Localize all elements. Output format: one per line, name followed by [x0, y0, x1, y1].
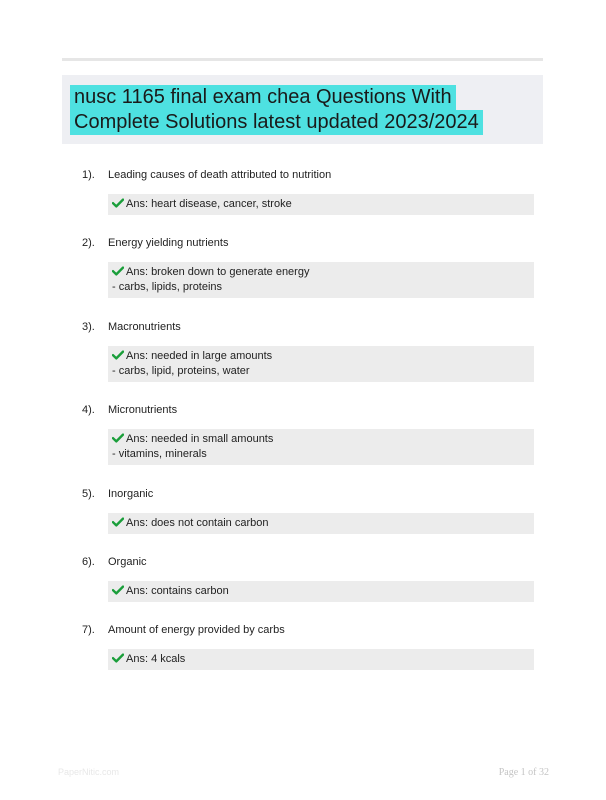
answer-text: Ans: does not contain carbon — [126, 517, 269, 529]
answer-box — [108, 262, 534, 298]
question-text: Leading causes of death attributed to nutrition — [108, 169, 332, 181]
checkmark-icon — [112, 517, 124, 527]
question-text: Inorganic — [108, 488, 154, 500]
question-text: Amount of energy provided by carbs — [108, 624, 285, 636]
title-line-2: Complete Solutions latest updated 2023/2024 — [70, 110, 483, 135]
answer-text: Ans: needed in small amounts — [126, 433, 274, 445]
answer-box — [108, 429, 534, 465]
page-title — [70, 85, 535, 135]
question-number: 1). — [82, 169, 95, 181]
checkmark-icon — [112, 585, 124, 595]
answer-text: Ans: 4 kcals — [126, 653, 186, 665]
question-number: 3). — [82, 321, 95, 333]
answer-box — [108, 513, 534, 534]
question-number: 2). — [82, 237, 95, 249]
title-line-1: nusc 1165 final exam chea Questions With — [70, 85, 456, 110]
checkmark-icon — [112, 653, 124, 663]
answer-box — [108, 194, 534, 215]
question-text: Macronutrients — [108, 321, 181, 333]
question-text: Organic — [108, 556, 147, 568]
answer-text: Ans: heart disease, cancer, stroke — [126, 198, 292, 210]
question-number: 7). — [82, 624, 95, 636]
answer-box — [108, 649, 534, 670]
answer-text: Ans: needed in large amounts — [126, 350, 273, 362]
footer-watermark: PaperNitic.com — [58, 767, 120, 777]
title-box — [62, 75, 543, 144]
top-rule — [62, 58, 543, 61]
checkmark-icon — [112, 266, 124, 276]
checkmark-icon — [112, 350, 124, 360]
answer-detail: - carbs, lipids, proteins — [112, 281, 223, 293]
page-number: Page 1 of 32 — [498, 767, 549, 778]
answer-detail: - carbs, lipid, proteins, water — [112, 365, 250, 377]
answer-text: Ans: contains carbon — [126, 585, 229, 597]
question-text: Energy yielding nutrients — [108, 237, 229, 249]
answer-box — [108, 346, 534, 382]
answer-box — [108, 581, 534, 602]
question-number: 4). — [82, 404, 95, 416]
question-number: 5). — [82, 488, 95, 500]
answer-detail: - vitamins, minerals — [112, 448, 207, 460]
checkmark-icon — [112, 198, 124, 208]
answer-text: Ans: broken down to generate energy — [126, 266, 310, 278]
question-text: Micronutrients — [108, 404, 178, 416]
question-number: 6). — [82, 556, 95, 568]
checkmark-icon — [112, 433, 124, 443]
